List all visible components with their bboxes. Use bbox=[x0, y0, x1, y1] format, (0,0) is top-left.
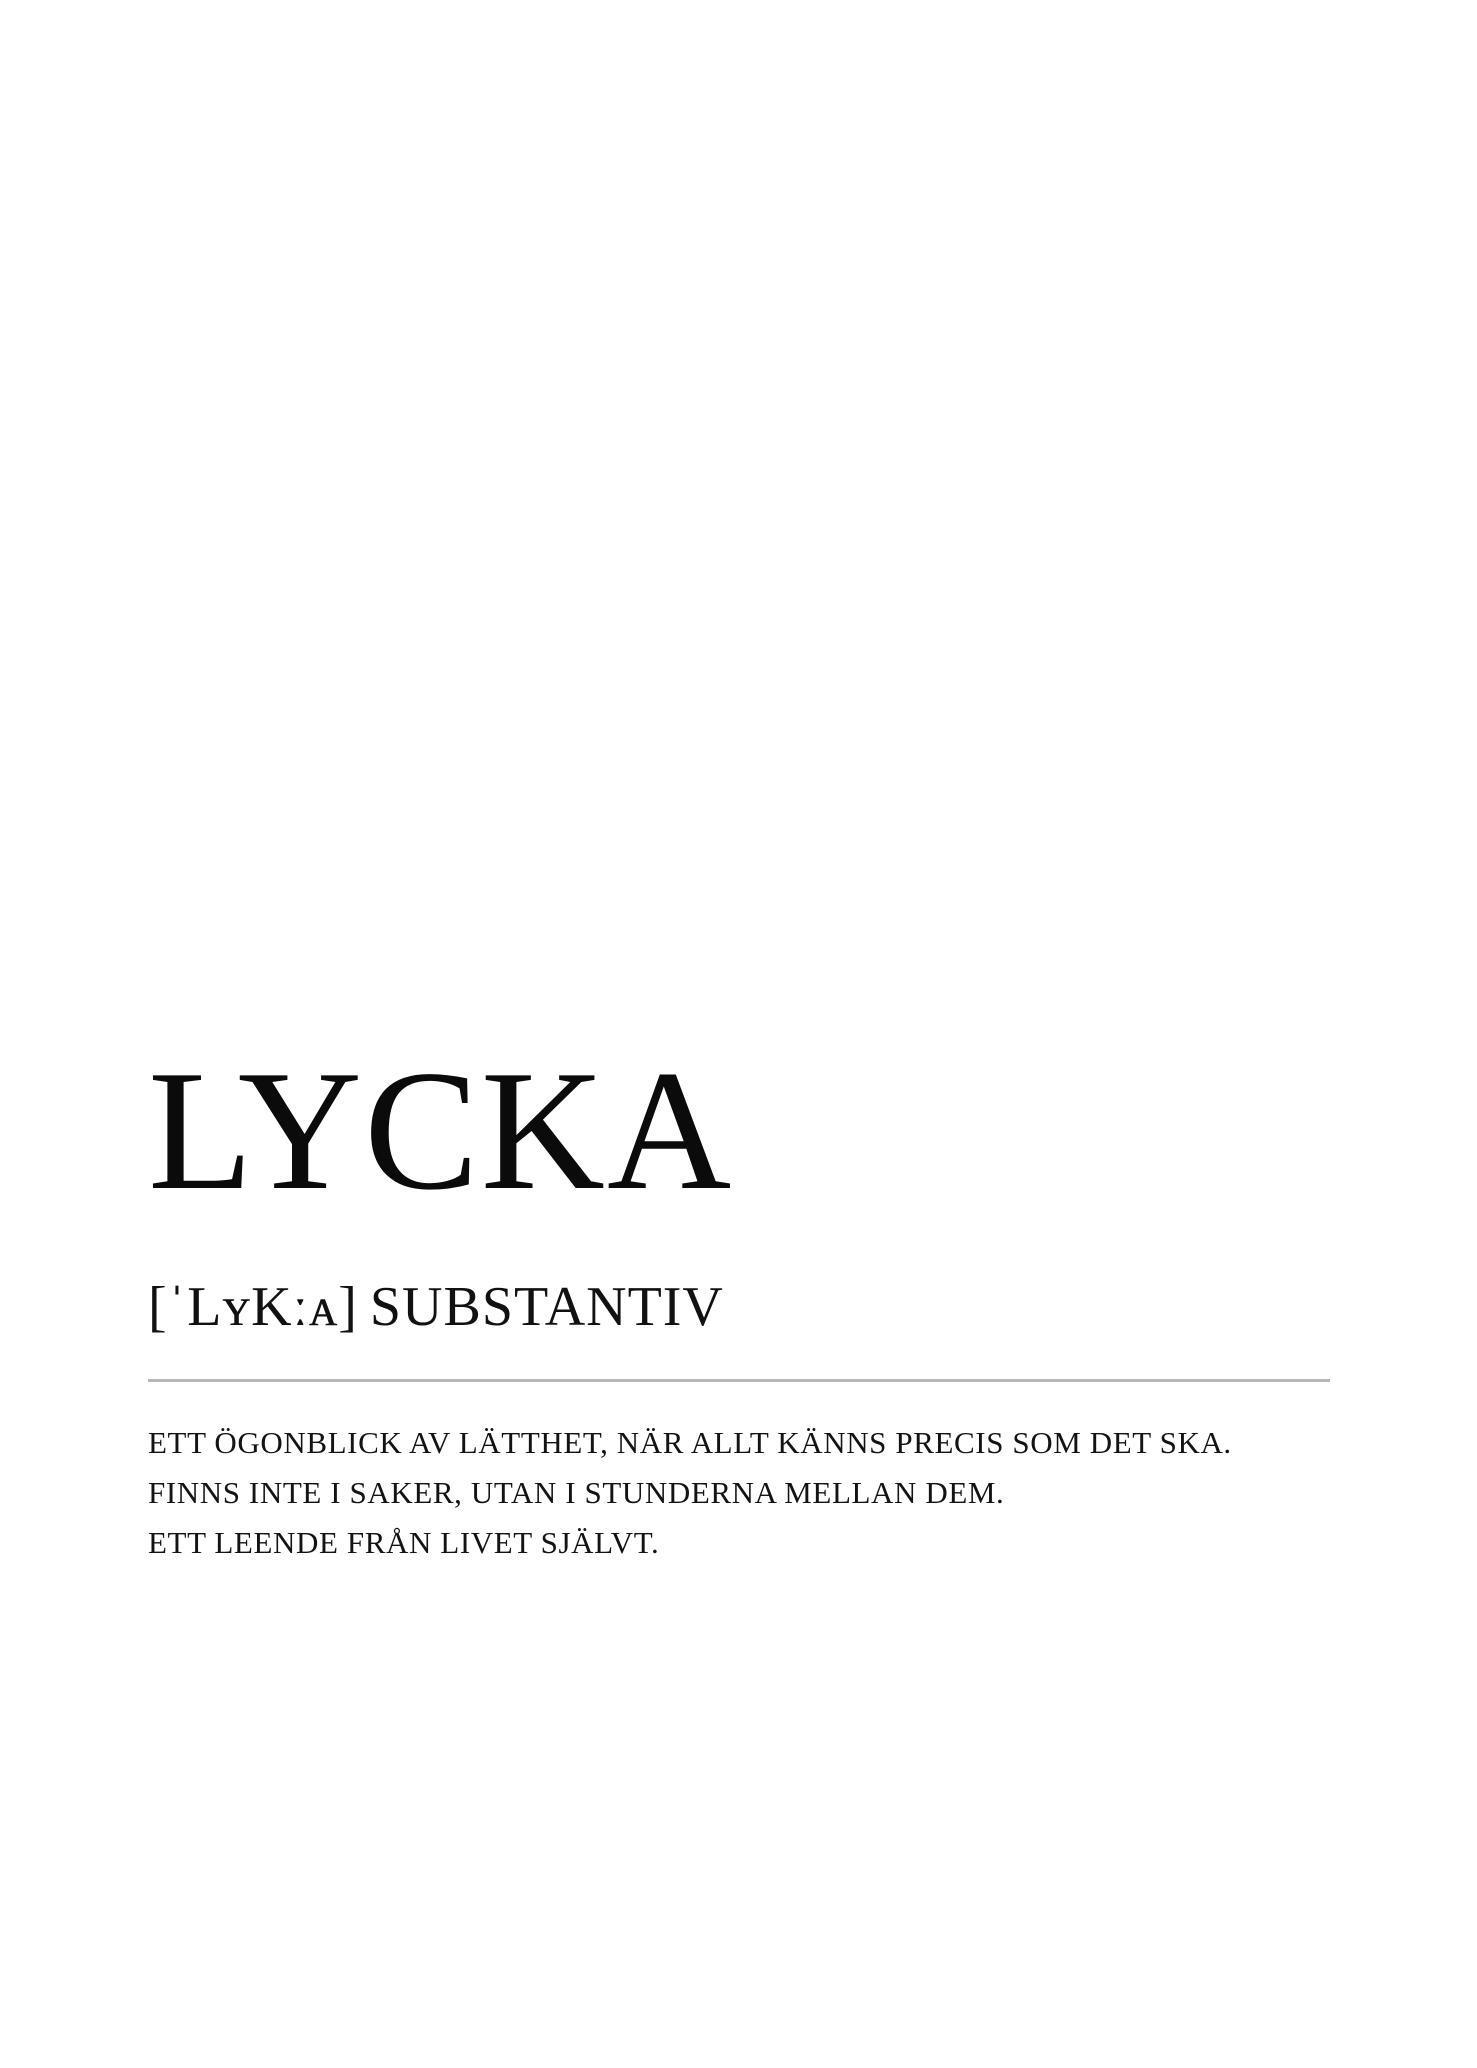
pronunciation-text: [ˈLʏKːᴀ] bbox=[148, 1276, 358, 1338]
definition-block bbox=[148, 1418, 1330, 1569]
divider bbox=[148, 1379, 1330, 1382]
pronunciation-row bbox=[148, 1276, 1330, 1338]
page-title: LYCKA bbox=[148, 1036, 734, 1226]
definition-line: FINNS INTE I SAKER, UTAN I STUNDERNA MELLAN DEM. bbox=[148, 1475, 1005, 1511]
definition-line: ETT LEENDE FRÅN LIVET SJÄLVT. bbox=[148, 1525, 660, 1561]
definition-line: ETT ÖGONBLICK AV LÄTTHET, NÄR ALLT KÄNNS PRECIS SOM DET SKA. bbox=[148, 1425, 1232, 1460]
poster-content bbox=[148, 1036, 1330, 1569]
part-of-speech-label: SUBSTANTIV bbox=[369, 1276, 724, 1338]
